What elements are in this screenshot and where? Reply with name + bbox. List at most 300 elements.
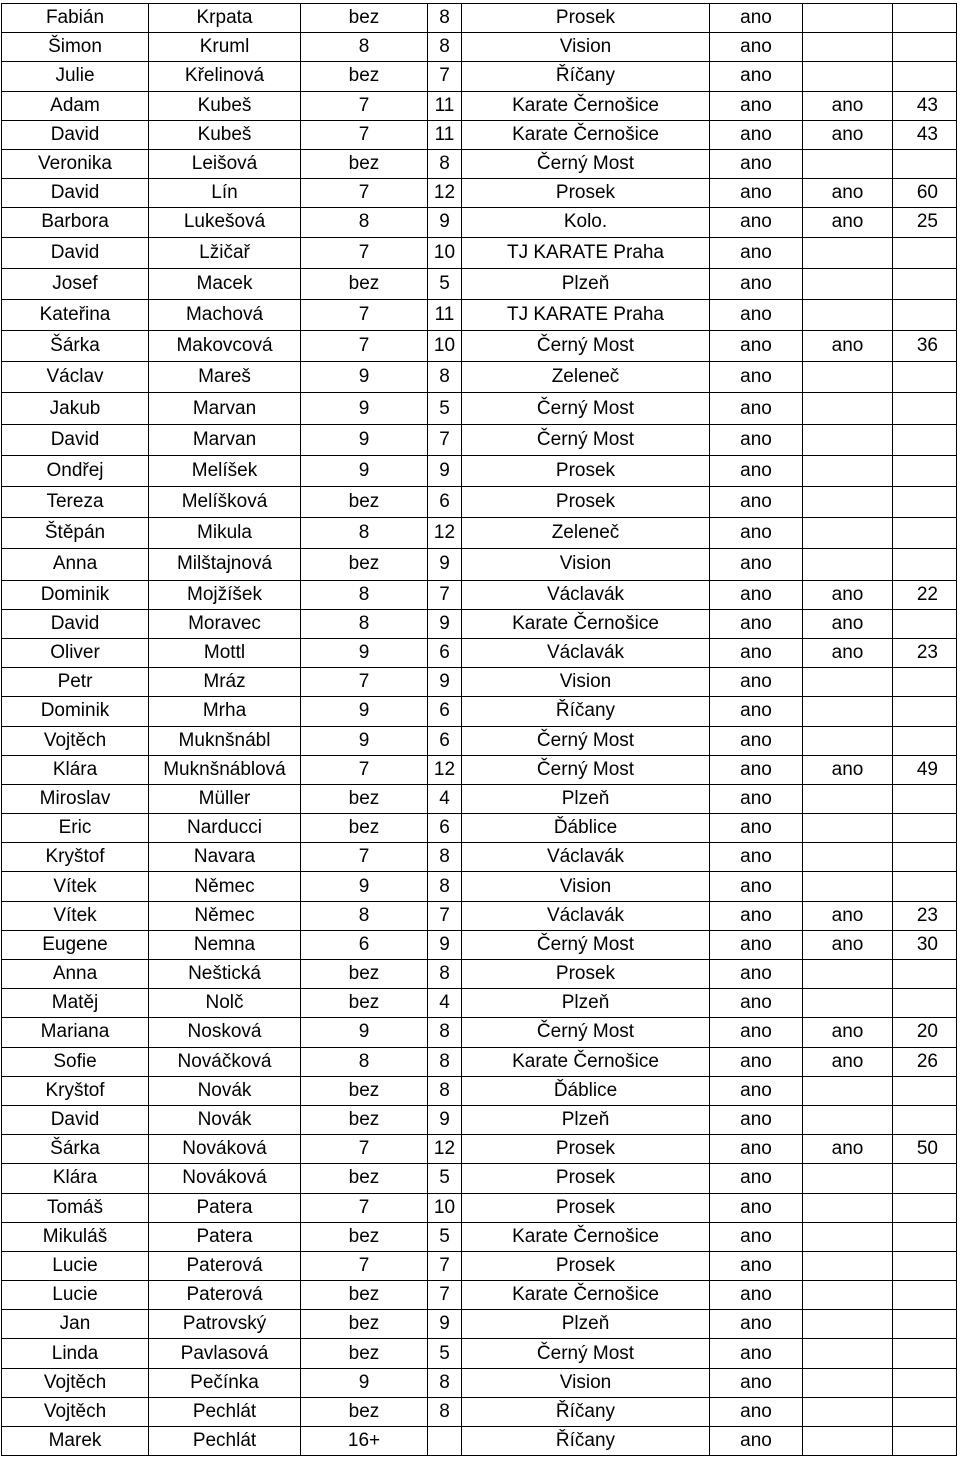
category-cell: 9 — [301, 362, 428, 393]
club-cell: Černý Most — [462, 424, 710, 455]
col6-cell: ano — [710, 1135, 803, 1164]
col7-cell — [803, 1105, 893, 1134]
table-row — [2, 814, 957, 843]
col8-cell: 20 — [893, 1018, 957, 1047]
category-cell: bez — [301, 1310, 428, 1339]
col6-cell: ano — [710, 268, 803, 299]
age-cell: 7 — [428, 1251, 462, 1280]
first-name-cell: Oliver — [2, 638, 149, 667]
age-cell: 12 — [428, 518, 462, 549]
first-name-cell: Vítek — [2, 872, 149, 901]
last-name-cell: Němec — [149, 901, 301, 930]
col7-cell — [803, 1281, 893, 1310]
age-cell: 7 — [428, 1281, 462, 1310]
last-name-cell: Patera — [149, 1193, 301, 1222]
col7-cell — [803, 455, 893, 486]
club-cell: Plzeň — [462, 268, 710, 299]
last-name-cell: Makovcová — [149, 331, 301, 362]
table-row — [2, 268, 957, 299]
category-cell: bez — [301, 1105, 428, 1134]
category-cell: 7 — [301, 1251, 428, 1280]
club-cell: Černý Most — [462, 331, 710, 362]
first-name-cell: David — [2, 120, 149, 149]
club-cell: Václavák — [462, 580, 710, 609]
col7-cell: ano — [803, 179, 893, 208]
first-name-cell: Šimon — [2, 33, 149, 62]
col7-cell — [803, 726, 893, 755]
col6-cell: ano — [710, 1310, 803, 1339]
col7-cell: ano — [803, 901, 893, 930]
col6-cell: ano — [710, 726, 803, 755]
table-row — [2, 455, 957, 486]
last-name-cell: Mikula — [149, 518, 301, 549]
club-cell: Prosek — [462, 1193, 710, 1222]
last-name-cell: Němec — [149, 872, 301, 901]
age-cell: 5 — [428, 1164, 462, 1193]
age-cell: 10 — [428, 1193, 462, 1222]
club-cell: Václavák — [462, 638, 710, 667]
club-cell: Prosek — [462, 1135, 710, 1164]
age-cell: 6 — [428, 697, 462, 726]
age-cell: 8 — [428, 362, 462, 393]
club-cell: Václavák — [462, 901, 710, 930]
category-cell: bez — [301, 1281, 428, 1310]
col6-cell: ano — [710, 960, 803, 989]
first-name-cell: Julie — [2, 62, 149, 91]
first-name-cell: Václav — [2, 362, 149, 393]
col7-cell — [803, 697, 893, 726]
club-cell: Černý Most — [462, 726, 710, 755]
col6-cell: ano — [710, 424, 803, 455]
col6-cell: ano — [710, 4, 803, 33]
col7-cell — [803, 549, 893, 580]
col8-cell — [893, 784, 957, 813]
last-name-cell: Novák — [149, 1076, 301, 1105]
last-name-cell: Machová — [149, 299, 301, 330]
table-row — [2, 989, 957, 1018]
last-name-cell: Neštická — [149, 960, 301, 989]
col7-cell — [803, 960, 893, 989]
club-cell: Karate Černošice — [462, 609, 710, 638]
age-cell: 12 — [428, 1135, 462, 1164]
col6-cell: ano — [710, 1397, 803, 1426]
col7-cell — [803, 299, 893, 330]
category-cell: 9 — [301, 455, 428, 486]
first-name-cell: Lucie — [2, 1251, 149, 1280]
col8-cell — [893, 4, 957, 33]
col7-cell — [803, 149, 893, 178]
category-cell: bez — [301, 268, 428, 299]
category-cell: bez — [301, 814, 428, 843]
table-row — [2, 1076, 957, 1105]
table-row — [2, 393, 957, 424]
age-cell: 9 — [428, 668, 462, 697]
last-name-cell: Mráz — [149, 668, 301, 697]
col7-cell — [803, 784, 893, 813]
table-row — [2, 424, 957, 455]
col6-cell: ano — [710, 518, 803, 549]
col8-cell — [893, 1368, 957, 1397]
col8-cell — [893, 843, 957, 872]
first-name-cell: Dominik — [2, 580, 149, 609]
age-cell: 11 — [428, 299, 462, 330]
club-cell: Vision — [462, 33, 710, 62]
last-name-cell: Marvan — [149, 393, 301, 424]
col6-cell: ano — [710, 1047, 803, 1076]
col7-cell — [803, 814, 893, 843]
age-cell: 9 — [428, 549, 462, 580]
col6-cell: ano — [710, 784, 803, 813]
first-name-cell: Marek — [2, 1427, 149, 1456]
first-name-cell: Mariana — [2, 1018, 149, 1047]
club-cell: Prosek — [462, 1251, 710, 1280]
col6-cell: ano — [710, 208, 803, 237]
category-cell: 9 — [301, 638, 428, 667]
col8-cell: 30 — [893, 930, 957, 959]
age-cell: 7 — [428, 901, 462, 930]
last-name-cell: Kubeš — [149, 120, 301, 149]
col6-cell: ano — [710, 91, 803, 120]
col7-cell — [803, 1339, 893, 1368]
table-row — [2, 1164, 957, 1193]
age-cell: 8 — [428, 1397, 462, 1426]
last-name-cell: Nosková — [149, 1018, 301, 1047]
col6-cell: ano — [710, 33, 803, 62]
col6-cell: ano — [710, 1164, 803, 1193]
col7-cell: ano — [803, 331, 893, 362]
first-name-cell: Tereza — [2, 487, 149, 518]
last-name-cell: Pečínka — [149, 1368, 301, 1397]
first-name-cell: Klára — [2, 1164, 149, 1193]
last-name-cell: Kruml — [149, 33, 301, 62]
last-name-cell: Lžičař — [149, 237, 301, 268]
category-cell: 16+ — [301, 1427, 428, 1456]
col8-cell — [893, 1339, 957, 1368]
col6-cell: ano — [710, 989, 803, 1018]
age-cell: 8 — [428, 872, 462, 901]
col6-cell: ano — [710, 1251, 803, 1280]
col7-cell — [803, 62, 893, 91]
category-cell: 7 — [301, 179, 428, 208]
col7-cell — [803, 33, 893, 62]
club-cell: Černý Most — [462, 1339, 710, 1368]
first-name-cell: Linda — [2, 1339, 149, 1368]
col7-cell — [803, 1164, 893, 1193]
table-row — [2, 755, 957, 784]
category-cell: 9 — [301, 872, 428, 901]
first-name-cell: Vítek — [2, 901, 149, 930]
table-row — [2, 1222, 957, 1251]
col8-cell — [893, 1281, 957, 1310]
club-cell: Černý Most — [462, 1018, 710, 1047]
table-row — [2, 1397, 957, 1426]
club-cell: Prosek — [462, 179, 710, 208]
col7-cell — [803, 1251, 893, 1280]
first-name-cell: Štěpán — [2, 518, 149, 549]
table-row — [2, 872, 957, 901]
category-cell: 8 — [301, 33, 428, 62]
col7-cell — [803, 362, 893, 393]
age-cell: 5 — [428, 268, 462, 299]
age-cell — [428, 1427, 462, 1456]
category-cell: 9 — [301, 1018, 428, 1047]
col7-cell — [803, 237, 893, 268]
table-row — [2, 331, 957, 362]
col6-cell: ano — [710, 1076, 803, 1105]
col6-cell: ano — [710, 638, 803, 667]
col8-cell: 60 — [893, 179, 957, 208]
club-cell: Plzeň — [462, 784, 710, 813]
col6-cell: ano — [710, 237, 803, 268]
category-cell: bez — [301, 1164, 428, 1193]
col7-cell: ano — [803, 755, 893, 784]
col6-cell: ano — [710, 362, 803, 393]
age-cell: 7 — [428, 62, 462, 91]
col6-cell: ano — [710, 609, 803, 638]
results-table — [1, 3, 957, 1456]
last-name-cell: Macek — [149, 268, 301, 299]
club-cell: Plzeň — [462, 989, 710, 1018]
col7-cell: ano — [803, 1135, 893, 1164]
category-cell: 6 — [301, 930, 428, 959]
col8-cell — [893, 33, 957, 62]
col7-cell: ano — [803, 208, 893, 237]
col8-cell — [893, 268, 957, 299]
category-cell: 8 — [301, 208, 428, 237]
last-name-cell: Narducci — [149, 814, 301, 843]
age-cell: 6 — [428, 638, 462, 667]
table-row — [2, 33, 957, 62]
last-name-cell: Pavlasová — [149, 1339, 301, 1368]
col7-cell: ano — [803, 580, 893, 609]
table-row — [2, 638, 957, 667]
col8-cell: 43 — [893, 91, 957, 120]
last-name-cell: Paterová — [149, 1281, 301, 1310]
col7-cell: ano — [803, 1018, 893, 1047]
club-cell: Zeleneč — [462, 362, 710, 393]
category-cell: 9 — [301, 726, 428, 755]
col8-cell — [893, 989, 957, 1018]
last-name-cell: Mottl — [149, 638, 301, 667]
category-cell: bez — [301, 1397, 428, 1426]
last-name-cell: Leišová — [149, 149, 301, 178]
last-name-cell: Lukešová — [149, 208, 301, 237]
club-cell: Říčany — [462, 697, 710, 726]
col6-cell: ano — [710, 1427, 803, 1456]
age-cell: 11 — [428, 91, 462, 120]
last-name-cell: Kubeš — [149, 91, 301, 120]
col6-cell: ano — [710, 331, 803, 362]
col7-cell — [803, 518, 893, 549]
category-cell: bez — [301, 549, 428, 580]
first-name-cell: Kateřina — [2, 299, 149, 330]
col8-cell — [893, 1105, 957, 1134]
col8-cell — [893, 960, 957, 989]
last-name-cell: Krpata — [149, 4, 301, 33]
age-cell: 10 — [428, 331, 462, 362]
col8-cell — [893, 518, 957, 549]
table-row — [2, 1193, 957, 1222]
col7-cell: ano — [803, 1047, 893, 1076]
col7-cell — [803, 1427, 893, 1456]
club-cell: Karate Černošice — [462, 120, 710, 149]
club-cell: Prosek — [462, 4, 710, 33]
first-name-cell: David — [2, 609, 149, 638]
col8-cell — [893, 697, 957, 726]
table-row — [2, 784, 957, 813]
table-row — [2, 208, 957, 237]
col8-cell — [893, 393, 957, 424]
col6-cell: ano — [710, 1222, 803, 1251]
col8-cell — [893, 299, 957, 330]
club-cell: TJ KARATE Praha — [462, 237, 710, 268]
last-name-cell: Muknšnábl — [149, 726, 301, 755]
category-cell: bez — [301, 989, 428, 1018]
col8-cell — [893, 62, 957, 91]
last-name-cell: Křelinová — [149, 62, 301, 91]
club-cell: Vision — [462, 549, 710, 580]
age-cell: 9 — [428, 609, 462, 638]
first-name-cell: Klára — [2, 755, 149, 784]
table-row — [2, 487, 957, 518]
category-cell: 8 — [301, 609, 428, 638]
last-name-cell: Milštajnová — [149, 549, 301, 580]
age-cell: 4 — [428, 989, 462, 1018]
last-name-cell: Patrovský — [149, 1310, 301, 1339]
col8-cell — [893, 1397, 957, 1426]
col8-cell — [893, 1251, 957, 1280]
category-cell: 9 — [301, 697, 428, 726]
club-cell: Černý Most — [462, 930, 710, 959]
age-cell: 8 — [428, 33, 462, 62]
table-row — [2, 91, 957, 120]
col8-cell — [893, 1427, 957, 1456]
club-cell: Prosek — [462, 1164, 710, 1193]
col6-cell: ano — [710, 1193, 803, 1222]
age-cell: 7 — [428, 580, 462, 609]
category-cell: 9 — [301, 393, 428, 424]
table-row — [2, 1427, 957, 1456]
table-row — [2, 1310, 957, 1339]
col6-cell: ano — [710, 149, 803, 178]
last-name-cell: Navara — [149, 843, 301, 872]
category-cell: 7 — [301, 91, 428, 120]
col7-cell — [803, 1397, 893, 1426]
last-name-cell: Müller — [149, 784, 301, 813]
club-cell: Vision — [462, 1368, 710, 1397]
age-cell: 9 — [428, 208, 462, 237]
col6-cell: ano — [710, 843, 803, 872]
col8-cell — [893, 726, 957, 755]
club-cell: Ďáblice — [462, 1076, 710, 1105]
col8-cell — [893, 424, 957, 455]
first-name-cell: Anna — [2, 960, 149, 989]
last-name-cell: Nováková — [149, 1164, 301, 1193]
col7-cell — [803, 843, 893, 872]
age-cell: 5 — [428, 393, 462, 424]
table-row — [2, 1135, 957, 1164]
col6-cell: ano — [710, 120, 803, 149]
last-name-cell: Marvan — [149, 424, 301, 455]
col7-cell: ano — [803, 638, 893, 667]
col7-cell — [803, 668, 893, 697]
table-row — [2, 930, 957, 959]
col8-cell — [893, 668, 957, 697]
club-cell: Černý Most — [462, 149, 710, 178]
col6-cell: ano — [710, 1105, 803, 1134]
category-cell: 8 — [301, 1047, 428, 1076]
first-name-cell: Kryštof — [2, 843, 149, 872]
first-name-cell: Šárka — [2, 1135, 149, 1164]
table-row — [2, 549, 957, 580]
age-cell: 6 — [428, 814, 462, 843]
col8-cell: 50 — [893, 1135, 957, 1164]
col8-cell: 22 — [893, 580, 957, 609]
table-row — [2, 1105, 957, 1134]
col6-cell: ano — [710, 393, 803, 424]
club-cell: Kolo. — [462, 208, 710, 237]
table-row — [2, 726, 957, 755]
club-cell: Vision — [462, 668, 710, 697]
col6-cell: ano — [710, 487, 803, 518]
last-name-cell: Mojžíšek — [149, 580, 301, 609]
last-name-cell: Moravec — [149, 609, 301, 638]
first-name-cell: Vojtěch — [2, 1397, 149, 1426]
table-row — [2, 4, 957, 33]
table-row — [2, 1339, 957, 1368]
age-cell: 5 — [428, 1222, 462, 1251]
last-name-cell: Pechlát — [149, 1427, 301, 1456]
first-name-cell: Eugene — [2, 930, 149, 959]
table-row — [2, 62, 957, 91]
category-cell: bez — [301, 1339, 428, 1368]
col8-cell — [893, 609, 957, 638]
age-cell: 9 — [428, 455, 462, 486]
col8-cell — [893, 149, 957, 178]
table-row — [2, 580, 957, 609]
last-name-cell: Muknšnáblová — [149, 755, 301, 784]
col6-cell: ano — [710, 668, 803, 697]
table-row — [2, 843, 957, 872]
table-row — [2, 901, 957, 930]
category-cell: 7 — [301, 237, 428, 268]
first-name-cell: Miroslav — [2, 784, 149, 813]
first-name-cell: Ondřej — [2, 455, 149, 486]
col6-cell: ano — [710, 1339, 803, 1368]
age-cell: 7 — [428, 424, 462, 455]
category-cell: 7 — [301, 755, 428, 784]
first-name-cell: Fabián — [2, 4, 149, 33]
table-row — [2, 1047, 957, 1076]
last-name-cell: Nolč — [149, 989, 301, 1018]
category-cell: 8 — [301, 518, 428, 549]
col6-cell: ano — [710, 697, 803, 726]
last-name-cell: Mareš — [149, 362, 301, 393]
col6-cell: ano — [710, 901, 803, 930]
col8-cell: 23 — [893, 901, 957, 930]
age-cell: 11 — [428, 120, 462, 149]
category-cell: 7 — [301, 668, 428, 697]
club-cell: Karate Černošice — [462, 1281, 710, 1310]
col6-cell: ano — [710, 814, 803, 843]
col8-cell — [893, 872, 957, 901]
first-name-cell: Barbora — [2, 208, 149, 237]
club-cell: Říčany — [462, 62, 710, 91]
col6-cell: ano — [710, 755, 803, 784]
club-cell: Karate Černošice — [462, 1047, 710, 1076]
category-cell: 7 — [301, 1193, 428, 1222]
table-row — [2, 299, 957, 330]
